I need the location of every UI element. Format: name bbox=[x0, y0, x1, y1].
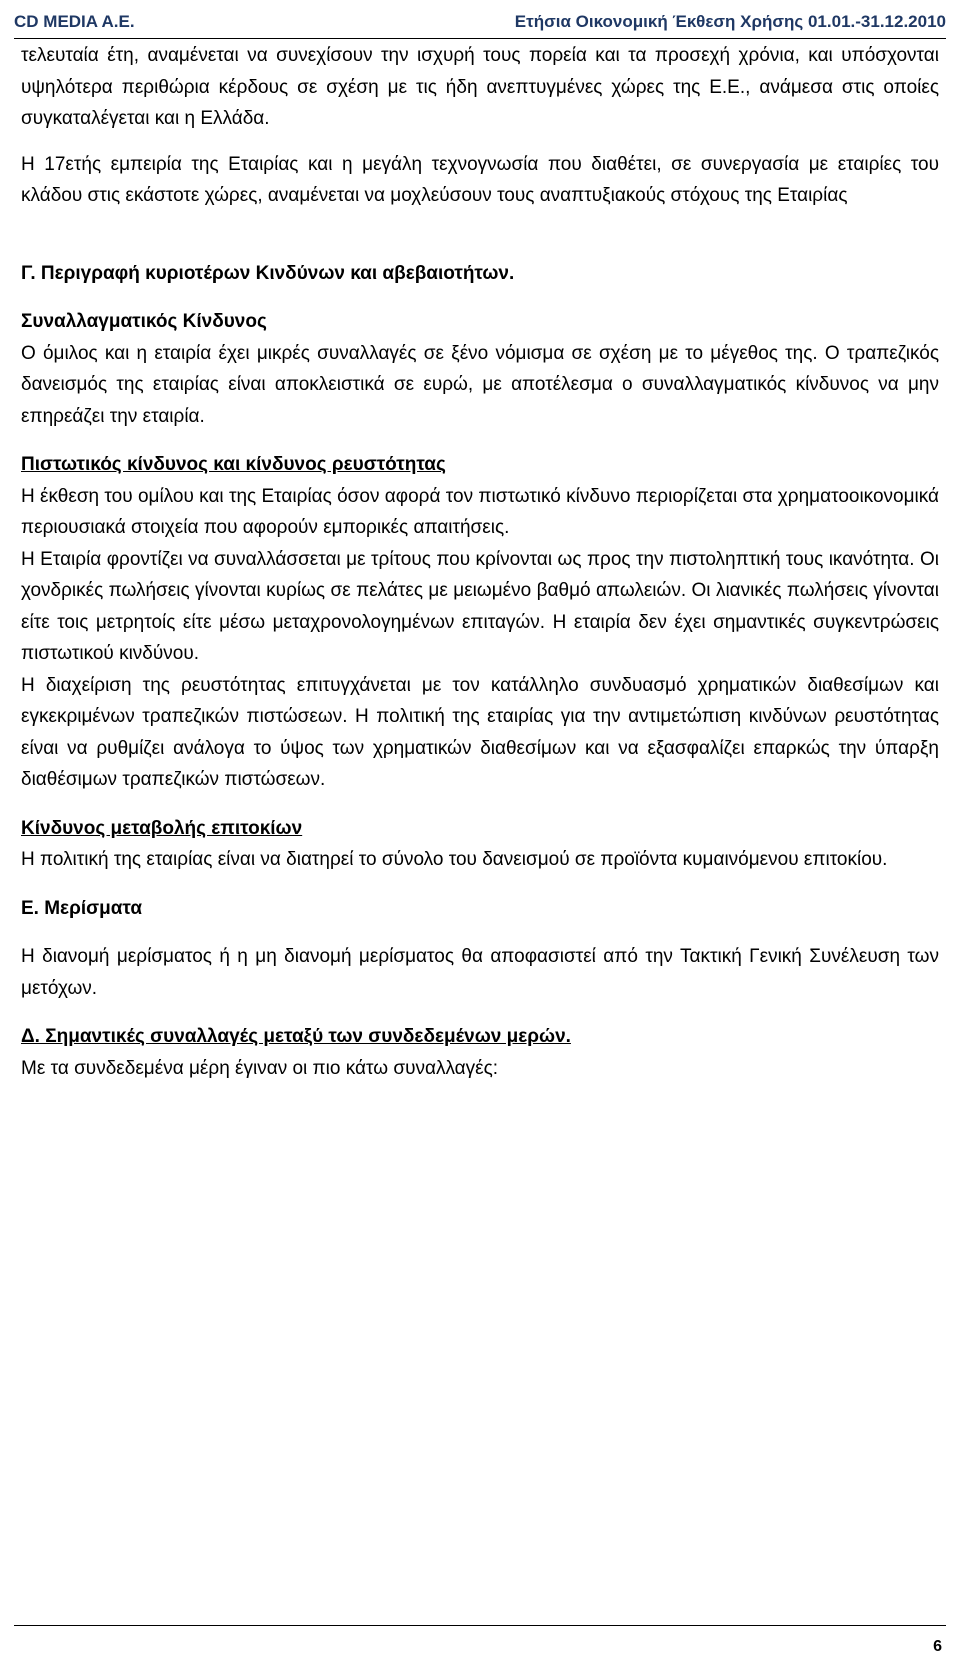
paragraph-credit-exposure: Η έκθεση του ομίλου και της Εταιρίας όσον αφορά τον πιστωτικό κίνδυνο περιορίζεται στα χρηματοοικονομικά περιουσιακά στοιχεία που αφορούν εμπορικές απαιτήσεις. bbox=[21, 485, 939, 538]
paragraph-interest-rate-policy: Η πολιτική της εταιρίας είναι να διατηρεί το σύνολο του δανεισμού σε προϊόντα κυμαινόμενου επιτοκίου. bbox=[21, 849, 888, 870]
section-heading-dividends: Ε. Μερίσματα bbox=[21, 897, 143, 919]
section-heading-related-parties: Δ. Σημαντικές συναλλαγές μεταξύ των συνδεδεμένων μερών. bbox=[21, 1026, 571, 1047]
footer-divider bbox=[14, 1625, 946, 1626]
page-number: 6 bbox=[933, 1638, 942, 1655]
document-body bbox=[21, 38, 939, 1084]
subheading-fx-risk: Συναλλαγματικός Κίνδυνος bbox=[21, 311, 267, 332]
subheading-credit-liquidity-risk: Πιστωτικός κίνδυνος και κίνδυνος ρευστότητας bbox=[21, 454, 446, 475]
page-header bbox=[14, 8, 946, 39]
company-name: CD MEDIA A.E. bbox=[14, 12, 135, 31]
paragraph-liquidity-management: Η διαχείριση της ρευστότητας επιτυγχάνεται με τον κατάλληλο συνδυασμό χρηματικών διαθεσίμων και εγκεκριμένων τραπεζικών πιστώσεων. Η πολιτική της εταιρίας για την αντιμετώπιση κινδύνων ρευστότητας είναι να ρυθμίζει ανάλογα το ύψος των χρηματικών διαθεσίμων και να εξασφαλίζει επαρκώς την ύπαρξη διαθέσιμων τραπεζικών πιστώσεων. bbox=[21, 674, 939, 790]
paragraph-credit-counterparties: Η Εταιρία φροντίζει να συναλλάσσεται με τρίτους που κρίνονται ως προς την πιστοληπτική τους ικανότητα. Οι χονδρικές πωλήσεις γίνονται κυρίως σε πελάτες με μειωμένο βαθμό απωλειών. Οι λιανικές πωλήσεις γίνονται είτε τοις μετρητοίς είτε μέσω μεταχρονολογημένων επιταγών. Η εταιρία δεν έχει σημαντικές συγκεντρώσεις πιστωτικού κινδύνου. bbox=[21, 548, 939, 664]
section-heading-risks: Γ. Περιγραφή κυριοτέρων Κινδύνων και αβεβαιοτήτων. bbox=[21, 262, 515, 284]
subheading-interest-rate-risk: Κίνδυνος μεταβολής επιτοκίων bbox=[21, 817, 303, 839]
paragraph-dividends: Η διανομή μερίσματος ή η μη διανομή μερίσματος θα αποφασιστεί από την Τακτική Γενική Συνέλευση των μετόχων. bbox=[21, 946, 939, 999]
paragraph-experience: Η 17ετής εμπειρία της Εταιρίας και η μεγάλη τεχνογνωσία που διαθέτει, σε συνεργασία με εταιρίες του κλάδου στις εκάστοτε χώρες, αναμένεται να μοχλεύσουν τους αναπτυξιακούς στόχους της Εταιρίας bbox=[21, 153, 939, 206]
paragraph-intro-continued: τελευταία έτη, αναμένεται να συνεχίσουν την ισχυρή τους πορεία και τα προσεχή χρόνια, και υπόσχονται υψηλότερα περιθώρια κέρδους σε σχέση με τις ήδη ανεπτυγμένες χώρες της Ε.Ε., ανάμεσα στις οποίες συγκαταλέγεται και η Ελλάδα. bbox=[21, 45, 939, 129]
paragraph-related-parties: Με τα συνδεδεμένα μέρη έγιναν οι πιο κάτω συναλλαγές: bbox=[21, 1057, 499, 1079]
report-title: Ετήσια Οικονομική Έκθεση Χρήσης 01.01.-31.12.2010 bbox=[514, 12, 946, 31]
paragraph-fx-risk: Ο όμιλος και η εταιρία έχει μικρές συναλλαγές σε ξένο νόμισμα σε σχέση με το μέγεθος της. Ο τραπεζικός δανεισμός της εταιρίας είναι αποκλειστικά σε ευρώ, με αποτέλεσμα ο συναλλαγματικός κίνδυνος να μην επηρεάζει την εταιρία. bbox=[21, 342, 939, 427]
